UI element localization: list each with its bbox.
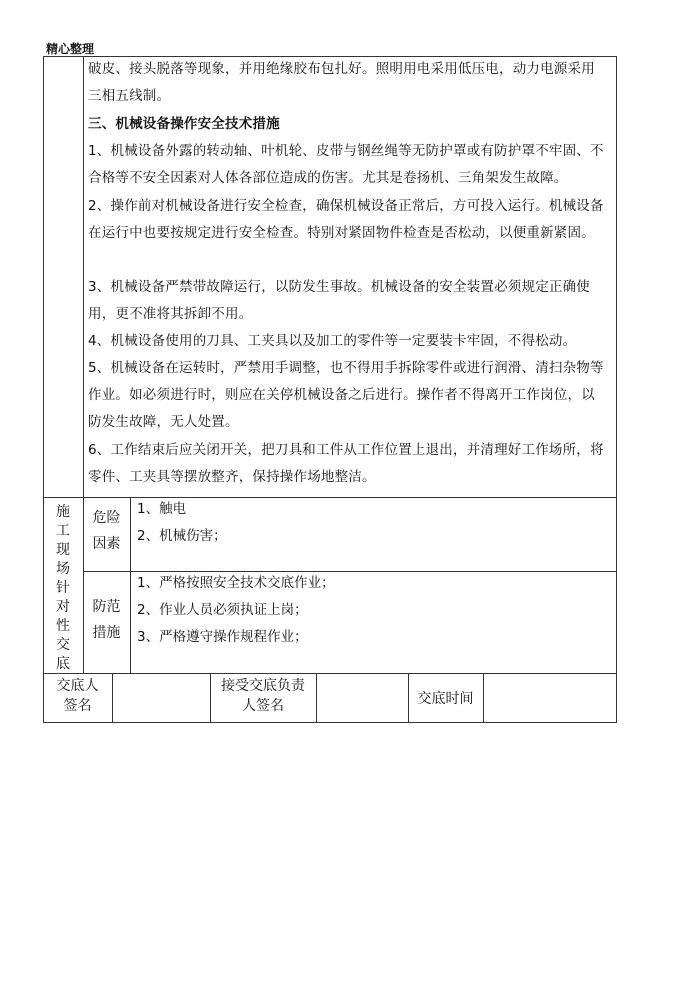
signature-col-5 — [483, 673, 484, 723]
hazard-item: 1、触电 — [137, 501, 187, 517]
discloser-signature-label: 交底人 签名 — [56, 678, 99, 714]
paragraph-section-heading: 三、机械设备操作安全技术措施 — [88, 116, 280, 132]
paragraph-item-6: 6、工作结束后应关闭开关，把刀具和工件从工作位置上退出，并清理好工作场所，将零件、工夹具等摆放整齐，保持操作场地整洁。 — [88, 442, 604, 485]
measures-label: 防范 措施 — [92, 599, 121, 641]
paragraph-item-1: 1、机械设备外露的转动轴、叶机轮、皮带与钢丝绳等无防护罩或有防护罩不牢固、不合格等不安全因素对人体各部位造成的伤害。尤其是卷扬机、三角架发生故障。 — [88, 143, 604, 186]
paragraph-item-5: 5、机械设备在运转时，严禁用手调整，也不得用手拆除零件或进行润滑、清扫杂物等作业。如必须进行时，则应在关停机械设备之后进行。操作者不得离开工作岗位，以防发生故障，无人处置。 — [88, 360, 604, 430]
signature-row-divider — [43, 673, 617, 674]
paragraph-electric-cont: 破皮、接头脱落等现象，并用绝缘胶布包扎好。照明用电采用低压电，动力电源采用三相五线制。 — [88, 61, 595, 104]
label-column-divider — [130, 497, 131, 673]
signature-col-3 — [316, 673, 317, 723]
hazard-item: 2、机械伤害； — [137, 528, 227, 544]
paragraph-item-2: 2、操作前对机械设备进行安全检查，确保机械设备正常后，方可投入运行。机械设备在运行中也要按规定进行安全检查。特别对紧固物件检查是否松动，以便重新紧固。 — [88, 198, 604, 241]
site-disclosure-label: 施 工 现 场 针 对 性 交 底 — [56, 504, 70, 672]
paragraph-item-4: 4、机械设备使用的刀具、工夹具以及加工的零件等一定要装卡牢固，不得松动。 — [88, 333, 577, 349]
hazards-label: 危险 因素 — [92, 510, 121, 552]
header-label: 精心整理 — [46, 42, 95, 56]
receiver-signature-label: 接受交底负责 人签名 — [221, 678, 305, 714]
paragraph-item-3: 3、机械设备严禁带故障运行，以防发生事故。机械设备的安全装置必须规定正确使用，更不准将其拆卸不用。 — [88, 279, 590, 322]
left-column-divider — [83, 56, 84, 673]
measure-item: 2、作业人员必须执证上岗； — [137, 602, 308, 618]
measure-item: 3、严格遵守操作规程作业； — [137, 629, 308, 645]
disclosure-time-label: 交底时间 — [417, 691, 474, 707]
measure-item: 1、严格按照安全技术交底作业； — [137, 575, 335, 591]
section-divider-measures — [83, 571, 617, 572]
signature-col-1 — [112, 673, 113, 723]
